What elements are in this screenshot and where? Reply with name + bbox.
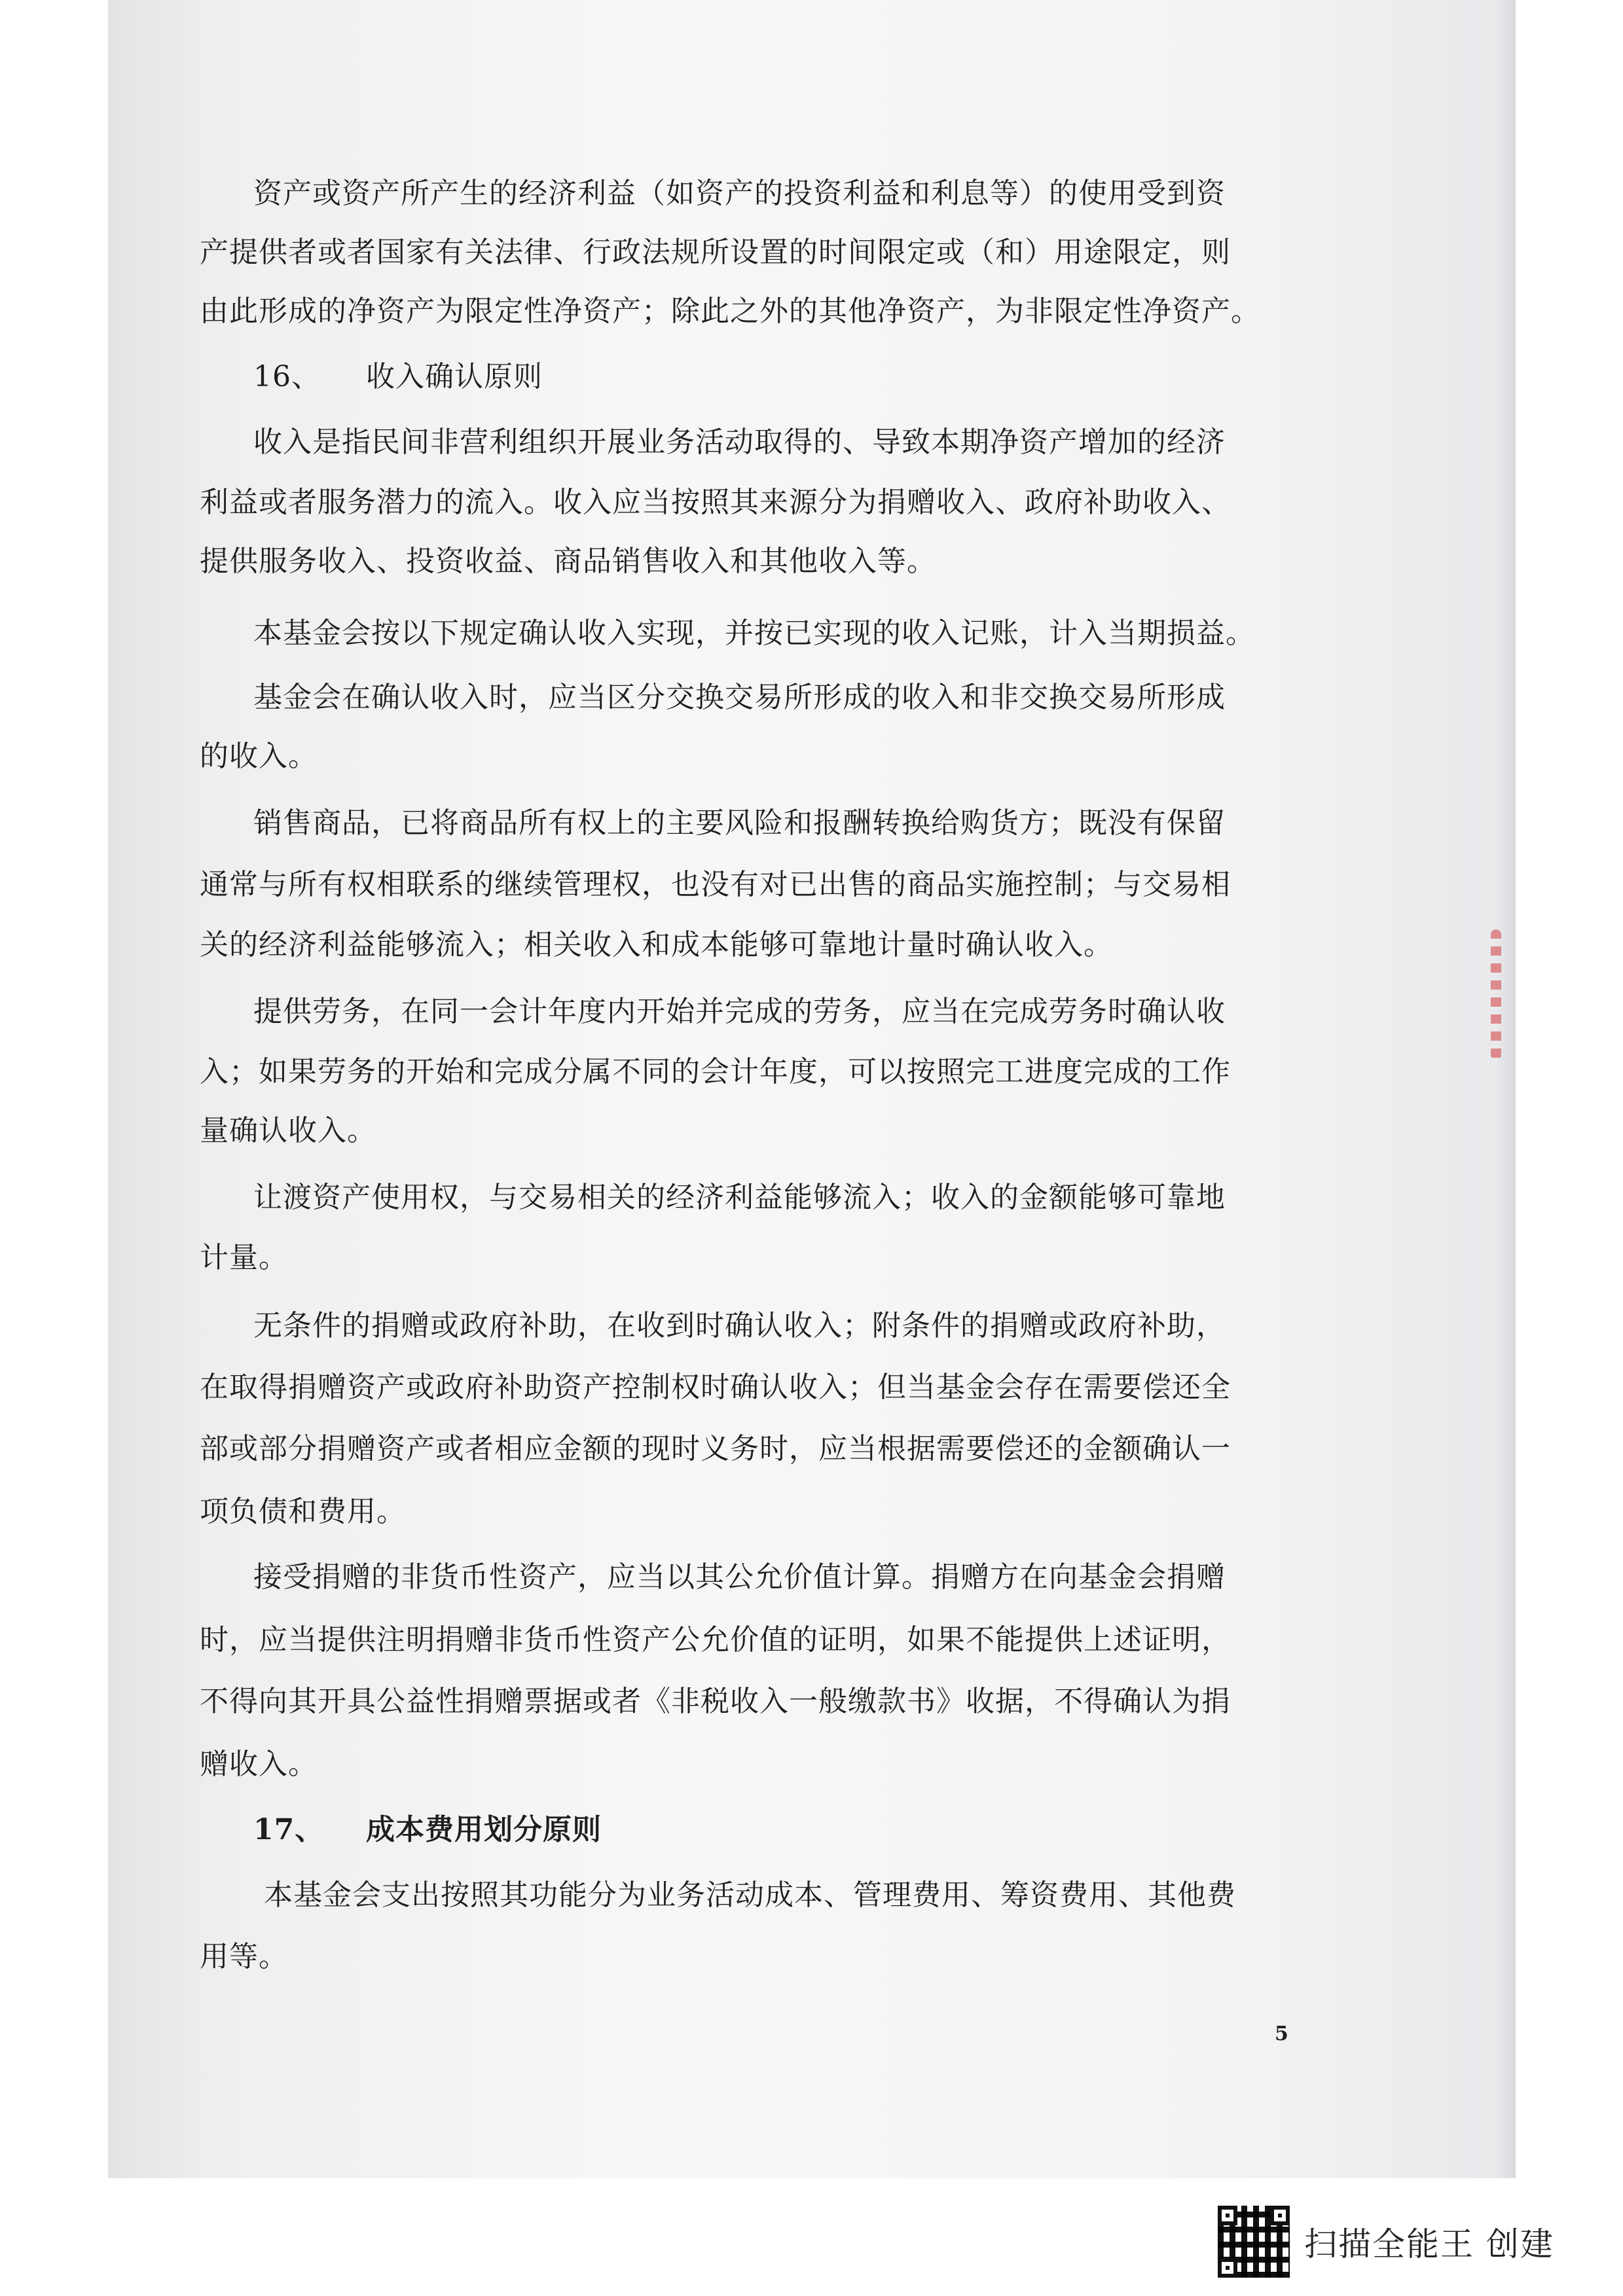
page-number: 5 — [1275, 2022, 1288, 2045]
section-number: 17、 — [253, 1813, 325, 1846]
body-line: 时，应当提供注明捐赠非货币性资产公允价值的证明，如果不能提供上述证明， — [200, 1623, 1231, 1657]
body-line: 在取得捐赠资产或政府补助资产控制权时确认收入；但当基金会存在需要偿还全 — [200, 1371, 1231, 1404]
body-line: 提供服务收入、投资收益、商品销售收入和其他收入等。 — [200, 545, 936, 578]
body-line: 资产或资产所产生的经济利益（如资产的投资利益和利息等）的使用受到资 — [253, 177, 1226, 210]
body-line: 无条件的捐赠或政府补助，在收到时确认收入；附条件的捐赠或政府补助， — [253, 1309, 1226, 1342]
body-line: 产提供者或者国家有关法律、行政法规所设置的时间限定或（和）用途限定，则 — [200, 236, 1231, 269]
body-line: 本基金会按以下规定确认收入实现，并按已实现的收入记账，计入当期损益。 — [253, 617, 1255, 650]
body-line: 接受捐赠的非货币性资产，应当以其公允价值计算。捐赠方在向基金会捐赠 — [253, 1560, 1226, 1594]
body-line: 收入是指民间非营利组织开展业务活动取得的、导致本期净资产增加的经济 — [253, 425, 1226, 459]
body-line: 利益或者服务潜力的流入。收入应当按照其来源分为捐赠收入、政府补助收入、 — [200, 486, 1231, 519]
section-number: 16、 — [253, 360, 321, 393]
body-line: 部或部分捐赠资产或者相应金额的现时义务时，应当根据需要偿还的金额确认一 — [200, 1432, 1231, 1465]
scanner-watermark — [1218, 2206, 1584, 2278]
body-line: 不得向其开具公益性捐赠票据或者《非税收入一般缴款书》收据，不得确认为捐 — [200, 1685, 1231, 1718]
qr-code-icon — [1218, 2206, 1290, 2278]
section-title: 成本费用划分原则 — [366, 1813, 602, 1846]
body-line: 让渡资产使用权，与交易相关的经济利益能够流入；收入的金额能够可靠地 — [253, 1181, 1226, 1214]
body-line: 由此形成的净资产为限定性净资产；除此之外的其他净资产，为非限定性净资产。 — [200, 295, 1260, 328]
body-line: 基金会在确认收入时，应当区分交换交易所形成的收入和非交换交易所形成 — [253, 681, 1226, 714]
section-16-heading — [253, 357, 543, 397]
body-line: 计量。 — [200, 1241, 288, 1274]
watermark-text: 扫描全能王 创建 — [1304, 2225, 1554, 2263]
section-17-heading — [253, 1810, 602, 1850]
body-line: 通常与所有权相联系的继续管理权，也没有对已出售的商品实施控制；与交易相 — [200, 868, 1231, 901]
scanned-page — [108, 0, 1516, 2178]
body-line: 的收入。 — [200, 740, 318, 773]
body-line: 赠收入。 — [200, 1748, 318, 1781]
body-line: 用等。 — [200, 1940, 288, 1973]
section-title: 收入确认原则 — [366, 360, 543, 393]
body-line: 关的经济利益能够流入；相关收入和成本能够可靠地计量时确认收入。 — [200, 928, 1113, 961]
body-line: 量确认收入。 — [200, 1114, 376, 1147]
body-line: 本基金会支出按照其功能分为业务活动成本、管理费用、筹资费用、其他费 — [264, 1878, 1236, 1912]
body-line: 销售商品，已将商品所有权上的主要风险和报酬转换给购货方；既没有保留 — [253, 806, 1226, 840]
body-line: 入；如果劳务的开始和完成分属不同的会计年度，可以按照完工进度完成的工作 — [200, 1055, 1231, 1088]
body-line: 提供劳务，在同一会计年度内开始并完成的劳务，应当在完成劳务时确认收 — [253, 995, 1226, 1028]
red-stamp-mark — [1491, 929, 1501, 1060]
body-line: 项负债和费用。 — [200, 1495, 406, 1528]
